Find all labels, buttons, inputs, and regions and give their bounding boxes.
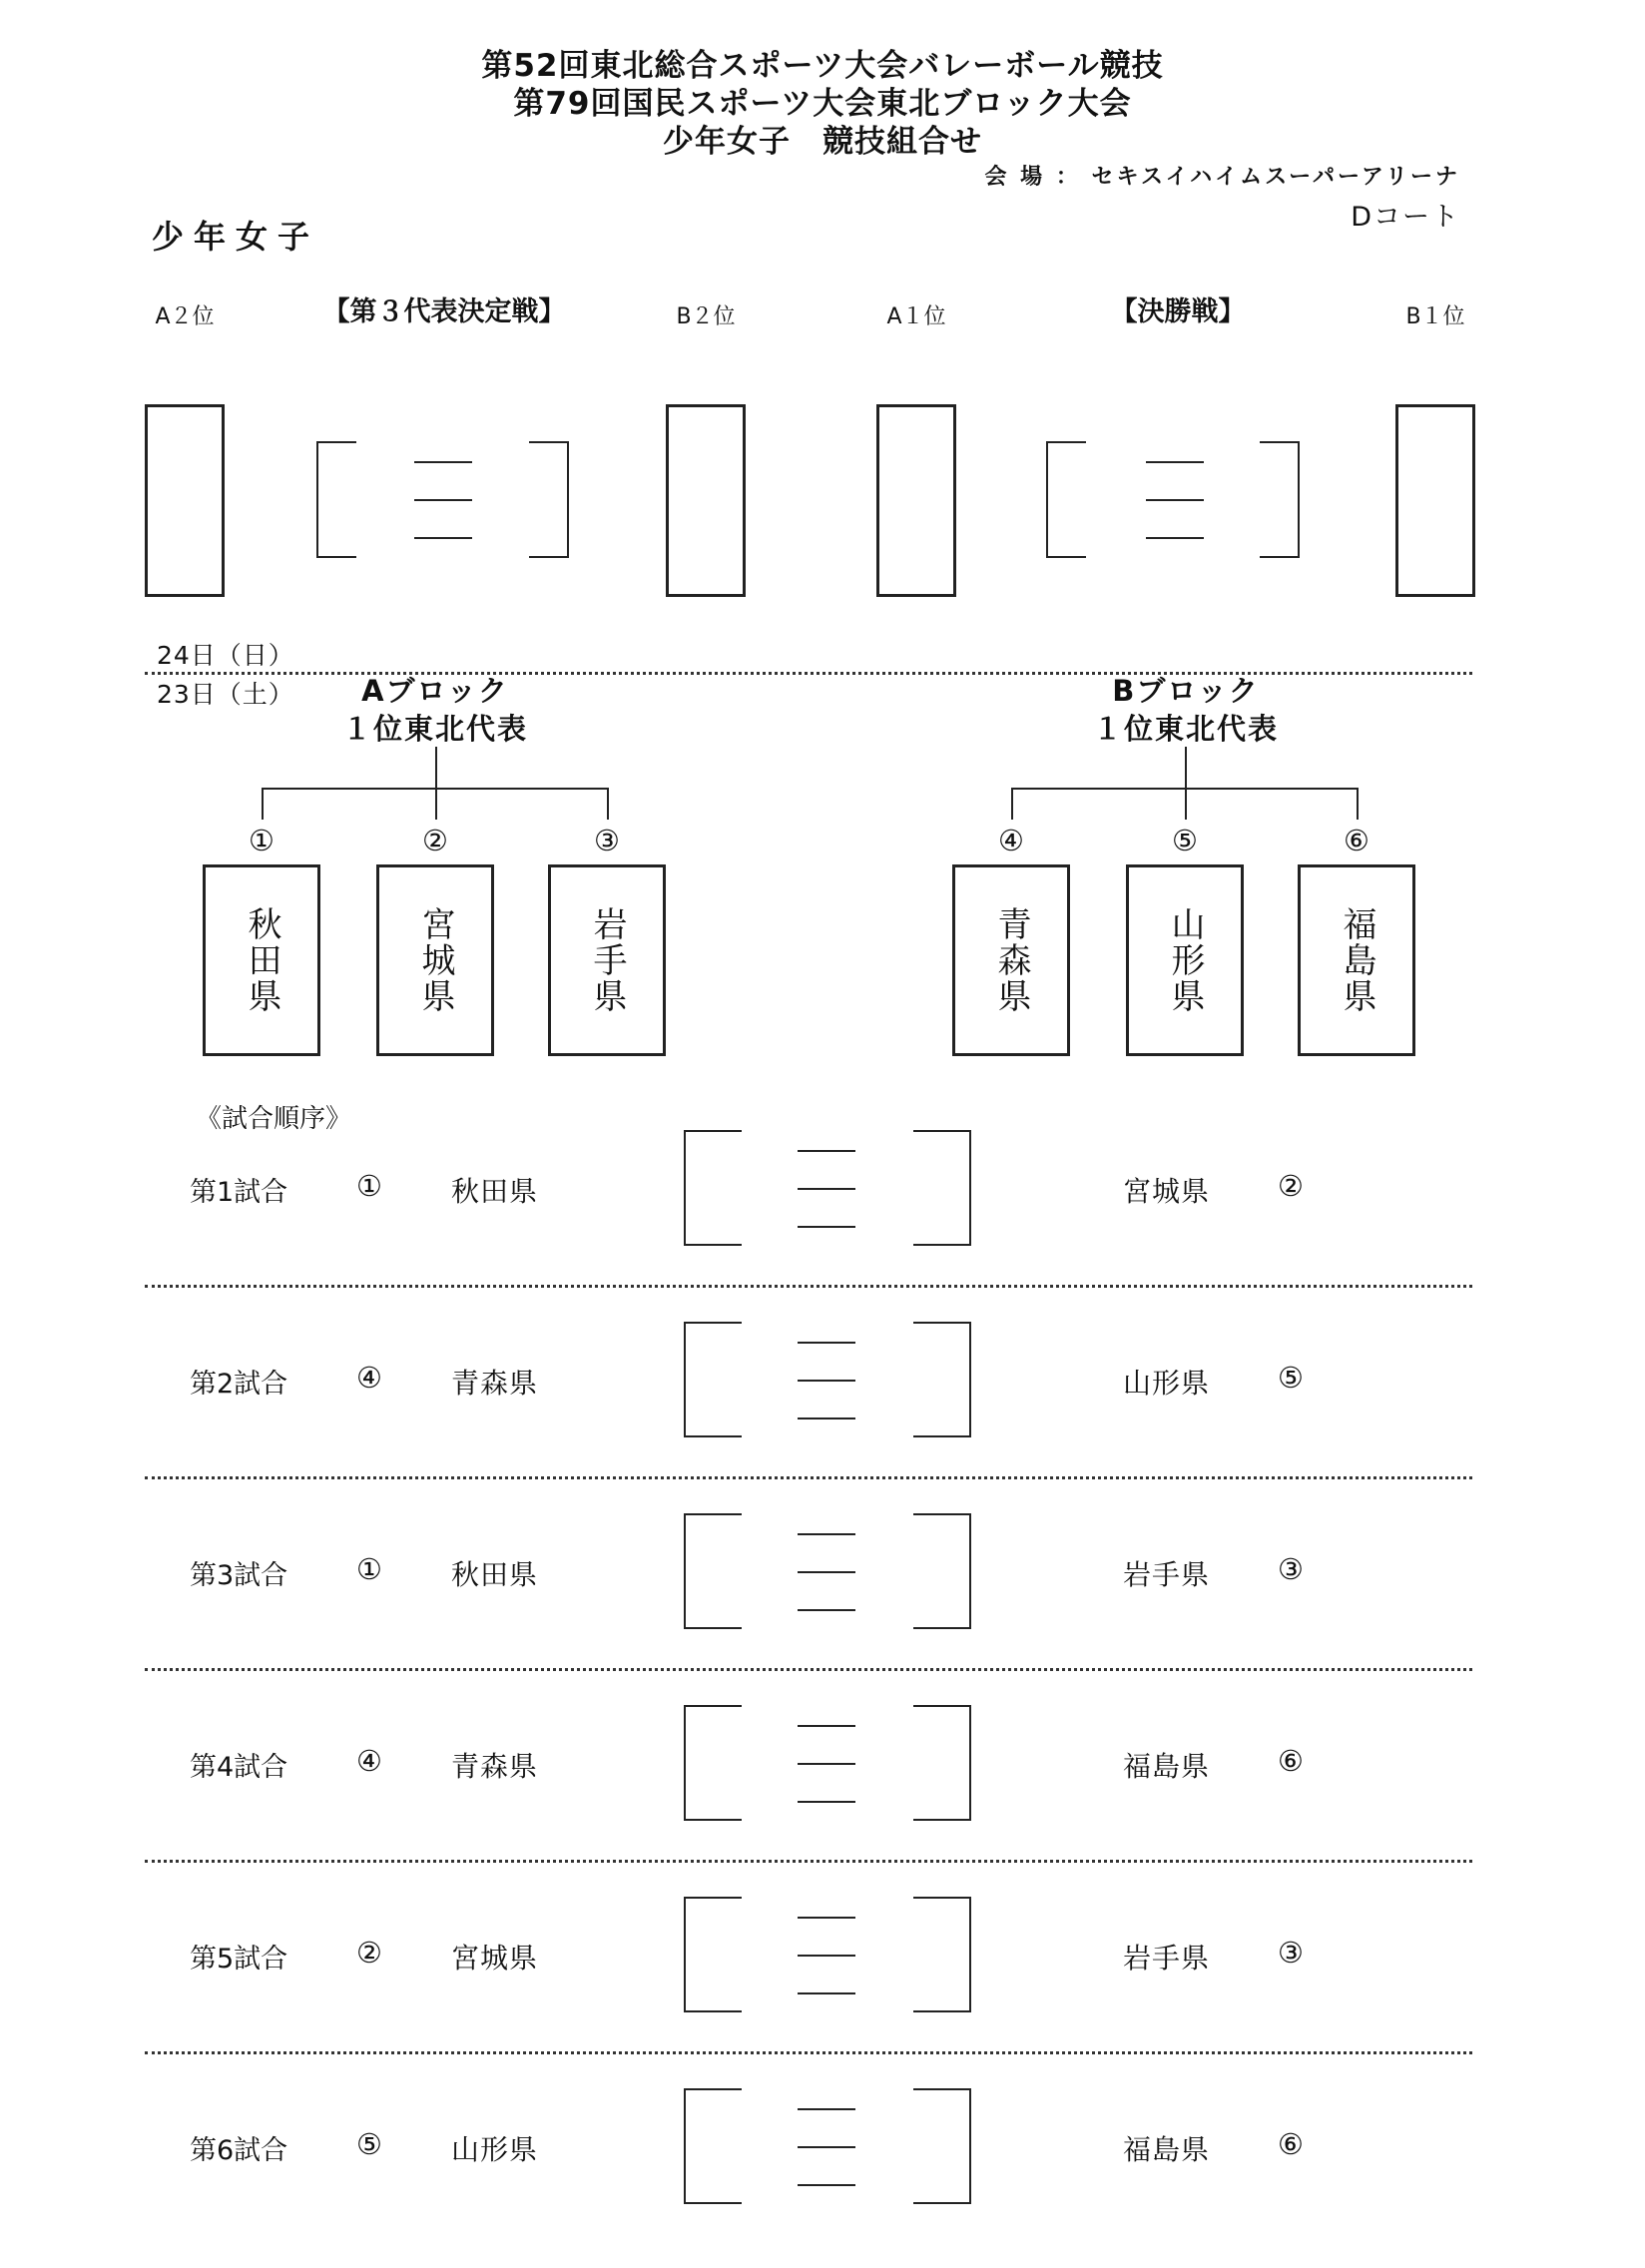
team-box-iwate: 岩手県: [548, 864, 666, 1056]
day-23-label: 23日（土）: [157, 680, 294, 709]
game-right-team: 岩手県: [1123, 1558, 1211, 1591]
block-b-title: Bブロック １位東北代表: [1092, 674, 1279, 746]
court-label: Dコート: [1351, 202, 1460, 233]
game-right-number: ⑤: [1278, 1361, 1304, 1395]
game-right-number: ⑥: [1278, 1744, 1304, 1778]
title-line-1: 第52回東北総合スポーツ大会バレーボール競技: [481, 48, 1164, 84]
team-number: ③: [594, 824, 620, 857]
venue-label: 会 場 ： セキスイハイムスーパーアリーナ: [984, 165, 1460, 190]
team-number: ①: [249, 824, 274, 857]
final-title: 【決勝戦】: [1110, 296, 1246, 327]
game-divider: [145, 2051, 1472, 2054]
game-right-team: 山形県: [1123, 1367, 1211, 1400]
game-left-number: ④: [356, 1361, 382, 1395]
team-number: ⑥: [1344, 824, 1370, 857]
seed-a2: A２位: [155, 304, 215, 329]
match-order-title: 《試合順序》: [196, 1104, 352, 1134]
game-left-number: ①: [356, 1169, 382, 1203]
game-left-number: ②: [356, 1936, 382, 1970]
team-box-akita: 秋田県: [203, 864, 320, 1056]
game-right-number: ③: [1278, 1552, 1304, 1586]
game-label: 第3試合: [190, 1560, 288, 1591]
game-right-number: ⑥: [1278, 2127, 1304, 2161]
seed-a1: A１位: [886, 304, 946, 329]
third-place-title: 【第３代表決定戦】: [322, 296, 566, 327]
title-line-3: 少年女子 競技組合せ: [663, 124, 982, 160]
game-left-number: ④: [356, 1744, 382, 1778]
team-box-aomori: 青森県: [952, 864, 1070, 1056]
game-label: 第2試合: [190, 1369, 288, 1400]
game-right-number: ③: [1278, 1936, 1304, 1970]
score-bracket-final: [0, 0, 1645, 599]
block-a-title: Aブロック １位東北代表: [341, 674, 528, 746]
game-left-number: ①: [356, 1552, 382, 1586]
game-label: 第4試合: [190, 1752, 288, 1783]
category-heading: 少年女子: [152, 218, 320, 256]
game-label: 第5試合: [190, 1944, 288, 1975]
game-right-number: ②: [1278, 1169, 1304, 1203]
game-label: 第1試合: [190, 1177, 288, 1208]
game-right-team: 福島県: [1123, 1750, 1211, 1783]
game-divider: [145, 1668, 1472, 1671]
team-box-fukushima: 福島県: [1298, 864, 1415, 1056]
game-left-number: ⑤: [356, 2127, 382, 2161]
seed-b1: B１位: [1405, 304, 1465, 329]
seed-b2: B２位: [676, 304, 736, 329]
game-right-team: 福島県: [1123, 2133, 1211, 2166]
team-box-miyagi: 宮城県: [376, 864, 494, 1056]
team-number: ④: [998, 824, 1024, 857]
team-box-yamagata: 山形県: [1126, 864, 1244, 1056]
day-24-label: 24日（日）: [157, 641, 294, 670]
game-divider: [145, 1285, 1472, 1288]
game-left-team: 秋田県: [451, 1558, 539, 1591]
game-left-team: 青森県: [451, 1367, 539, 1400]
team-number: ②: [422, 824, 448, 857]
game-left-team: 山形県: [451, 2133, 539, 2166]
game-left-team: 宮城県: [451, 1942, 539, 1975]
game-divider: [145, 1860, 1472, 1863]
game-right-team: 宮城県: [1123, 1175, 1211, 1208]
game-left-team: 秋田県: [451, 1175, 539, 1208]
game-left-team: 青森県: [451, 1750, 539, 1783]
team-number: ⑤: [1172, 824, 1198, 857]
title-line-2: 第79回国民スポーツ大会東北ブロック大会: [513, 86, 1132, 122]
game-right-team: 岩手県: [1123, 1942, 1211, 1975]
game-label: 第6試合: [190, 2135, 288, 2166]
game-divider: [145, 1476, 1472, 1479]
